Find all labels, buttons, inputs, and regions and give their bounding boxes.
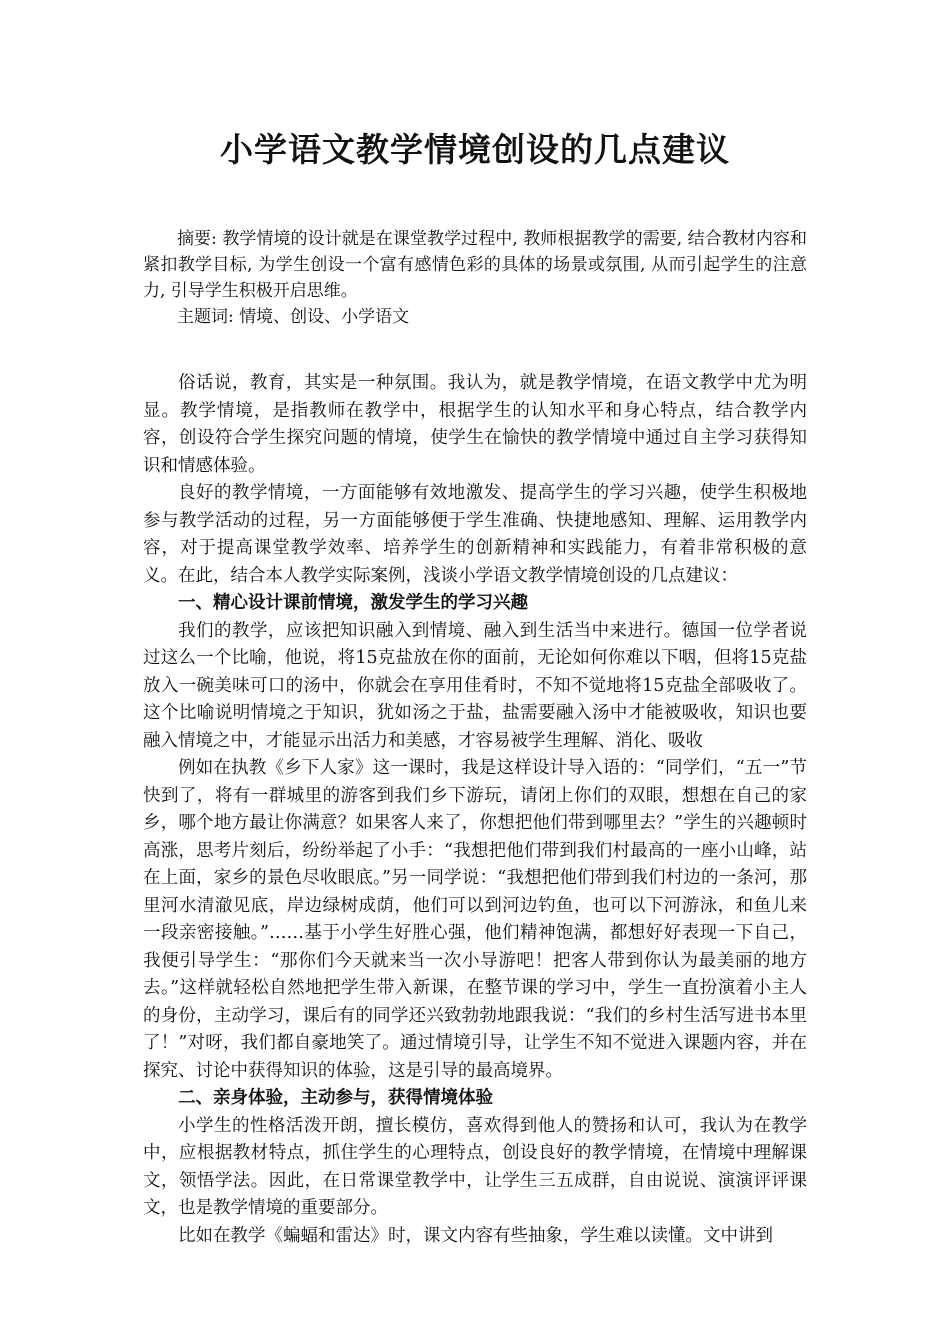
document-body — [143, 370, 807, 1250]
section-heading-2: 二、亲身体验，主动参与，获得情境体验 — [178, 1088, 493, 1108]
body-paragraph: 良好的教学情境，一方面能够有效地激发、提高学生的学习兴趣，使学生积极地参与教学活动的过程，另一方面能够便于学生准确、快捷地感知、理解、运用教学内容，对于提高课堂教学效率、培养学生的创新精神和实践能力，有着非常积极的意义。在此，结合本人教学实际案例，浅谈小学语文教学情境创设的几点建议： — [143, 483, 807, 586]
section-gap — [143, 330, 807, 352]
body-paragraph: 小学生的性格活泼开朗，擅长模仿，喜欢得到他人的赞扬和认可，我认为在教学中，应根据教材特点，抓住学生的心理特点，创设良好的教学情境，在情境中理解课文，领悟学法。因此，在日常课堂教学中，让学生三五成群，自由说说、演演评评课文，也是教学情境的重要部分。 — [143, 1115, 807, 1218]
document-title: 小学语文教学情境创设的几点建议 — [220, 130, 730, 169]
abstract-block — [143, 226, 807, 330]
body-paragraph: 我们的教学，应该把知识融入到情境、融入到生活当中来进行。德国一位学者说过这么一个比喻，他说，将15克盐放在你的面前，无论如何你难以下咽，但将15克盐放入一碗美味可口的汤中，你就会在享用佳肴时，不知不觉地将15克盐全部吸收了。这个比喻说明情境之于知识，犹如汤之于盐，盐需要融入汤中才能被吸收，知识也要融入情境之中，才能显示出活力和美感，才容易被学生理解、消化、吸收 — [143, 620, 807, 751]
body-paragraph: 比如在教学《蝙蝠和雷达》时，课文内容有些抽象，学生难以读懂。文中讲到 — [178, 1225, 773, 1246]
abstract-text: 摘要: 教学情境的设计就是在课堂教学过程中, 教师根据教学的需要, 结合教材内容和紧扣教学目标, 为学生创设一个富有感情色彩的具体的场景或氛围, 从而引起学生的注意力, 引导学生积极开启思维。 — [143, 229, 807, 301]
body-paragraph: 例如在执教《乡下人家》这一课时，我是这样设计导入语的：“同学们，“五一”节快到了，将有一群城里的游客到我们乡下游玩，请闭上你们的双眼，想想在自己的家乡，哪个地方最让你满意？如果客人来了，你想把他们带到哪里去？”学生的兴趣顿时高涨，思考片刻后，纷纷举起了小手：“我想把他们带到我们村最高的一座小山峰，站在上面，家乡的景色尽收眼底。”另一同学说：“我想把他们带到我们村边的一条河，那里河水清澈见底，岸边绿树成荫，他们可以到河边钓鱼，也可以下河游泳，和鱼儿来一段亲密接触。”……基于小学生好胜心强，他们精神饱满，都想好好表现一下自己，我便引导学生：“那你们今天就来当一次小导游吧！把客人带到你认为最美丽的地方去。”这样就轻松自然地把学生带入新课，在整节课的学习中，学生一直扮演着小主人的身份，主动学习，课后有的同学还兴致勃勃地跟我说：“我们的乡村生活写进书本里了！”对呀，我们都自豪地笑了。通过情境引导，让学生不知不觉进入课题内容，并在探究、讨论中获得知识的体验，这是引导的最高境界。 — [143, 758, 807, 1081]
body-paragraph: 俗话说，教育，其实是一种氛围。我认为，就是教学情境，在语文教学中尤为明显。教学情境，是指教师在教学中，根据学生的认知水平和身心特点，结合教学内容，创设符合学生探究问题的情境，使学生在愉快的教学情境中通过自主学习获得知识和情感体验。 — [143, 373, 807, 476]
section-heading-1: 一、精心设计课前情境，激发学生的学习兴趣 — [178, 593, 528, 613]
keywords-text: 主题词: 情境、创设、小学语文 — [177, 307, 410, 327]
